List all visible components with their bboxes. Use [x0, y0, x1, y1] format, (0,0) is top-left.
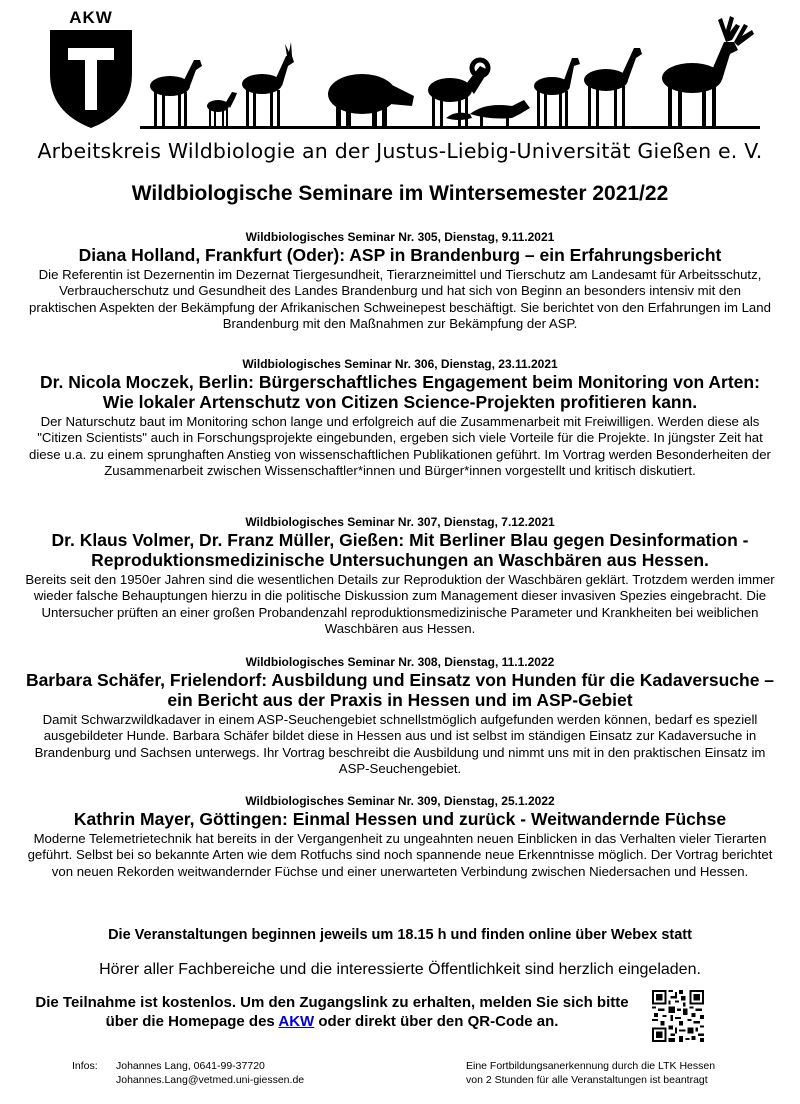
- seminar-title: Dr. Nicola Moczek, Berlin: Bürgerschaftliches Engagement beim Monitoring von Arten: Wie lokaler Artenschutz von Citizen Science-Projekten profitieren kann.: [40, 372, 760, 412]
- seminar-306: [24, 357, 776, 480]
- shield-icon: [46, 26, 136, 130]
- schedule-note: Die Veranstaltungen beginnen jeweils um 18.15 h und finden online über Webex statt: [108, 927, 692, 943]
- seminar-title: Kathrin Mayer, Göttingen: Einmal Hessen und zurück - Weitwandernde Füchse: [73, 809, 727, 829]
- seminar-title: Diana Holland, Frankfurt (Oder): ASP in Brandenburg – ein Erfahrungsbericht: [78, 245, 722, 265]
- contact-name-phone: Johannes Lang, 0641-99-37720: [116, 1060, 265, 1072]
- participation-text-end: oder direkt über den QR-Code an.: [314, 1013, 559, 1030]
- seminar-description: Damit Schwarzwildkadaver in einem ASP-Seuchengebiet schnellstmöglich aufgefunden werden können, bedarf es speziell ausgebildeter Hunde. Barbara Schäfer bildet diese in Hessen aus und ist selbst im ständigen Einsatz zur Kadaversuche in Brandenburg und Sachsen unterwegs. Ihr Vortrag beschreibt die Ausbildung und nimmt uns mit in den praktischen Einsatz im ASP-Seuchengebiet.: [34, 712, 766, 777]
- participation-note: [22, 993, 642, 1031]
- seminar-meta: Wildbiologisches Seminar Nr. 308, Dienstag, 11.1.2022: [245, 655, 555, 669]
- seminar-title: Barbara Schäfer, Frielendorf: Ausbildung und Einsatz von Hunden für die Kadaversuche – ein Bericht aus der Praxis in Hessen und im ASP-Gebiet: [25, 670, 775, 710]
- seminar-meta: Wildbiologisches Seminar Nr. 309, Dienstag, 25.1.2022: [245, 794, 555, 808]
- akw-homepage-link[interactable]: AKW: [278, 1013, 315, 1030]
- seminar-309: [24, 794, 776, 880]
- credit-line-1: Eine Fortbildungsanerkennung durch die LTK Hessen: [466, 1060, 716, 1072]
- invitation-note: Hörer aller Fachbereiche und die interessierte Öffentlichkeit sind herzlich eingeladen.: [99, 961, 701, 978]
- seminar-meta: Wildbiologisches Seminar Nr. 307, Dienstag, 7.12.2021: [245, 515, 555, 529]
- page-title: Wildbiologische Seminare im Wintersemester 2021/22: [131, 182, 669, 205]
- seminar-308: [24, 655, 776, 778]
- organization-name: Arbeitskreis Wildbiologie an der Justus-Liebig-Universität Gießen e. V.: [37, 139, 763, 163]
- seminar-description: Der Naturschutz baut im Monitoring schon lange und erfolgreich auf die Zusammenarbeit mit Freiwilligen. Werden diese als "Citizen Scientists" auch in Forschungsprojekte eingebunden, ergeben sich viele Vorteile für die Projekte. In jüngster Zeit hat diese u.a. zu einem sprunghaften Anstieg von wissenschaftlichen Publikationen geführt. Im Vortrag werden Besonderheiten der Zusammenarbeit zwischen Wissenschaftler*innen und Bürger*innen vorgestellt und kritisch diskutiert.: [29, 414, 771, 479]
- wildlife-silhouettes-icon: [140, 14, 760, 132]
- contact-email: Johannes.Lang@vetmed.uni-giessen.de: [116, 1073, 305, 1086]
- akw-logo: [46, 8, 136, 130]
- seminar-description: Die Referentin ist Dezernentin im Dezernat Tiergesundheit, Tierarzneimittel und Tierschutz am Landesamt für Arbeitsschutz, Verbraucherschutz und Gesundheit des Landes Brandenburg und hat sich von Beginn an besonders intensiv mit den praktischen Aspekten der Bekämpfung der Afrikanischen Schweinepest beschäftigt. Sie berichtet von den Erfahrungen im Land Brandenburg mit den Maßnahmen zur Bekämpfung der ASP.: [29, 267, 771, 332]
- seminar-305: [24, 230, 776, 333]
- header: [0, 0, 800, 170]
- seminar-meta: Wildbiologisches Seminar Nr. 306, Dienstag, 23.11.2021: [242, 357, 558, 371]
- seminar-description: Bereits seit den 1950er Jahren sind die wesentlichen Details zur Reproduktion der Waschbären geklärt. Trotzdem werden immer wieder falsche Behauptungen hierzu in die politische Diskussion zum Management dieser invasiven Spezies eingebracht. Die Untersucher prüften an einer großen Probandenzahl reproduktionsmedizinische Parameter und Krankheiten bei weiblichen Waschbären aus Hessen.: [25, 572, 775, 637]
- seminar-description: Moderne Telemetrietechnik hat bereits in der Vergangenheit zu ungeahnten neuen Einblicken in das Verhalten vieler Tierarten geführt. Selbst bei so bekannte Arten wie dem Rotfuchs sind noch spannende neue Erkenntnisse möglich. Der Vortrag berichtet von neuen Rekorden weitwandernder Füchse und einer unerwarteten Verbindung zwischen Niedersachen und Hessen.: [27, 831, 773, 879]
- logo-text: AKW: [69, 8, 113, 27]
- infos-label: Infos:: [72, 1060, 98, 1072]
- credit-line-2: von 2 Stunden für alle Veranstaltungen ist beantragt: [466, 1073, 708, 1086]
- seminar-307: [24, 515, 776, 638]
- qr-code-icon[interactable]: [652, 990, 704, 1042]
- seminar-title: Dr. Klaus Volmer, Dr. Franz Müller, Gießen: Mit Berliner Blau gegen Desinformation - Reproduktionsmedizinische Untersuchungen an Waschbären aus Hessen.: [51, 530, 749, 570]
- footer-credit-note: [466, 1060, 715, 1087]
- seminar-meta: Wildbiologisches Seminar Nr. 305, Dienstag, 9.11.2021: [245, 230, 555, 244]
- participation-text: Die Teilnahme ist kostenlos. Um den Zugangslink zu erhalten, melden Sie sich bitte über die Homepage des: [35, 994, 629, 1030]
